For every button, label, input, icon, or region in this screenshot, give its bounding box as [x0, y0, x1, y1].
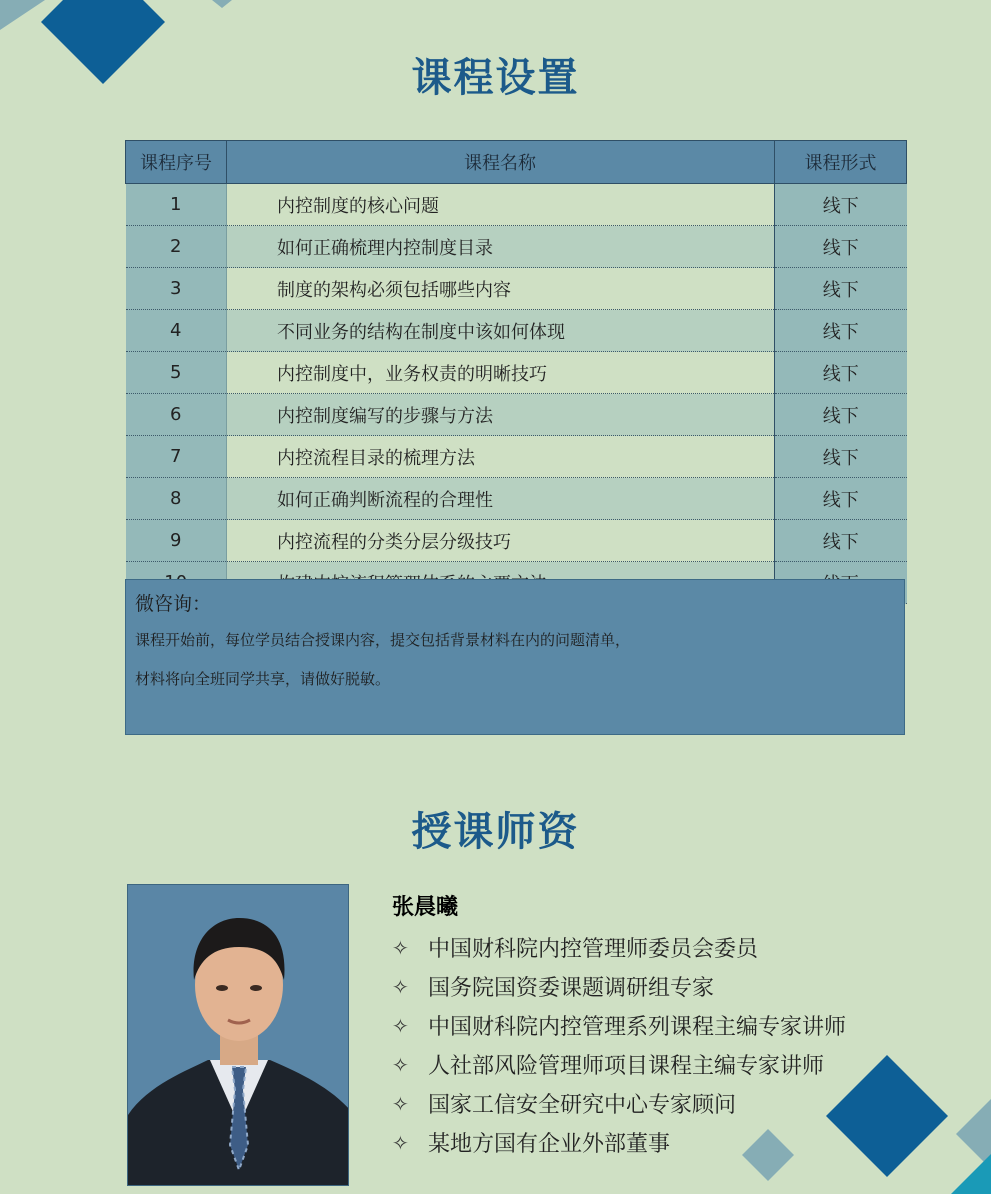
course-number: 5 — [126, 352, 227, 394]
table-row — [126, 184, 907, 226]
table-row — [126, 310, 907, 352]
consultation-text: 课程开始前，每位学员结合授课内容，提交包括背景材料在内的问题清单， — [135, 631, 631, 649]
teacher-section-title: 授课师资 — [411, 808, 580, 855]
credential-text: 国家工信安全研究中心专家顾问 — [428, 1093, 737, 1118]
diamond-shape — [0, 0, 45, 30]
course-number: 7 — [126, 436, 227, 478]
sparkle-bullet-icon: ✧ — [392, 1130, 409, 1155]
header-course-name: 课程名称 — [227, 141, 775, 184]
course-number: 2 — [126, 226, 227, 268]
list-item — [392, 1006, 846, 1045]
credential-text: 国务院国资委课题调研组专家 — [428, 976, 715, 1001]
teacher-name: 张晨曦 — [392, 895, 459, 920]
table-row — [126, 352, 907, 394]
course-format: 线下 — [775, 520, 907, 562]
table-row — [126, 226, 907, 268]
portrait-illustration — [128, 885, 349, 1186]
credential-text: 中国财科院内控管理系列课程主编专家讲师 — [428, 1015, 847, 1040]
course-number: 6 — [126, 394, 227, 436]
course-format: 线下 — [775, 478, 907, 520]
list-item — [392, 1123, 846, 1162]
course-number: 3 — [126, 268, 227, 310]
course-format: 线下 — [775, 268, 907, 310]
course-name: 内控制度编写的步骤与方法 — [227, 394, 775, 436]
list-item — [392, 928, 846, 967]
credential-text: 人社部风险管理师项目课程主编专家讲师 — [428, 1054, 825, 1079]
course-format: 线下 — [775, 184, 907, 226]
table-row — [126, 394, 907, 436]
header-course-number: 课程序号 — [126, 141, 227, 184]
list-item — [392, 1084, 846, 1123]
course-section-title: 课程设置 — [411, 54, 580, 101]
consultation-box — [125, 579, 905, 735]
course-name: 如何正确判断流程的合理性 — [227, 478, 775, 520]
consultation-text: 材料将向全班同学共享，请做好脱敏。 — [135, 670, 391, 688]
list-item — [392, 967, 846, 1006]
course-name: 内控流程目录的梳理方法 — [227, 436, 775, 478]
credential-text: 某地方国有企业外部董事 — [428, 1132, 671, 1157]
course-name: 内控流程的分类分层分级技巧 — [227, 520, 775, 562]
course-name: 不同业务的结构在制度中该如何体现 — [227, 310, 775, 352]
table-header-row — [126, 141, 907, 184]
course-number: 1 — [126, 184, 227, 226]
course-number: 4 — [126, 310, 227, 352]
course-name: 如何正确梳理内控制度目录 — [227, 226, 775, 268]
sparkle-bullet-icon: ✧ — [392, 974, 409, 999]
course-format: 线下 — [775, 352, 907, 394]
teacher-portrait — [127, 884, 349, 1186]
course-number: 9 — [126, 520, 227, 562]
sparkle-bullet-icon: ✧ — [392, 1013, 409, 1038]
diamond-shape — [212, 0, 232, 8]
header-course-format: 课程形式 — [775, 141, 907, 184]
consultation-title: 微咨询： — [135, 593, 212, 615]
table-row — [126, 478, 907, 520]
course-format: 线下 — [775, 310, 907, 352]
table-row — [126, 436, 907, 478]
credentials-list — [392, 928, 846, 1162]
table-row — [126, 520, 907, 562]
sparkle-bullet-icon: ✧ — [392, 935, 409, 960]
diamond-shape — [951, 1154, 991, 1194]
table-row — [126, 268, 907, 310]
course-format: 线下 — [775, 436, 907, 478]
credential-text: 中国财科院内控管理师委员会委员 — [428, 937, 759, 962]
sparkle-bullet-icon: ✧ — [392, 1091, 409, 1116]
course-format: 线下 — [775, 394, 907, 436]
sparkle-bullet-icon: ✧ — [392, 1052, 409, 1077]
diamond-shape — [956, 1099, 991, 1169]
list-item — [392, 1045, 846, 1084]
course-format: 线下 — [775, 226, 907, 268]
course-name: 内控制度的核心问题 — [227, 184, 775, 226]
course-name: 内控制度中，业务权责的明晰技巧 — [227, 352, 775, 394]
course-table — [125, 140, 907, 604]
course-name: 制度的架构必须包括哪些内容 — [227, 268, 775, 310]
course-number: 8 — [126, 478, 227, 520]
